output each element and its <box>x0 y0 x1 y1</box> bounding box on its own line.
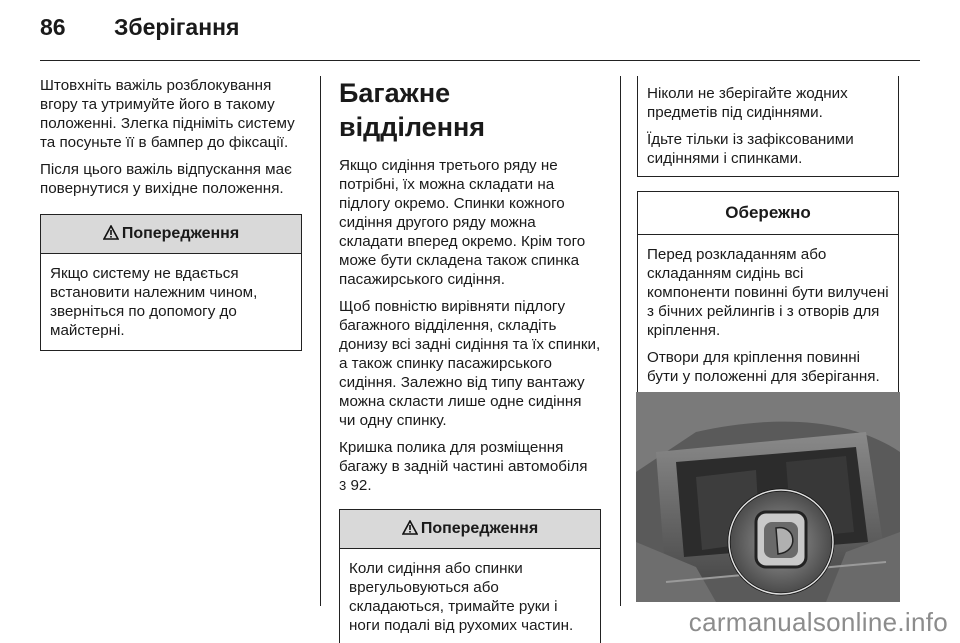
paragraph: Штовхніть важіль розблокування вгору та утримуйте його в такому положенні. Злегка підніміть систему та посуньте її в бампер до фіксації. <box>40 77 295 151</box>
warning-body <box>340 549 600 643</box>
page-number: 86 <box>40 14 66 40</box>
section-title: Зберігання <box>114 14 240 40</box>
caution-box <box>637 191 899 395</box>
warning-text: Їдьте тільки із зафіксованими сидіннями і спинками. <box>647 131 854 167</box>
watermark: carmanualsonline.info <box>688 607 948 637</box>
warning-box <box>339 509 601 643</box>
caution-text: Отвори для кріплення повинні бути у положенні для зберігання. <box>647 349 880 385</box>
warning-text: Якщо систему не вдається встановити належним чином, зверніться по допомогу до майстерні. <box>50 265 258 339</box>
warning-icon <box>103 225 119 240</box>
warning-icon <box>402 520 418 535</box>
crossref-page: 92. <box>350 477 372 494</box>
crossref-link[interactable] <box>339 477 372 494</box>
warning-text: Коли сидіння або спинки врегульовуються або складаються, тримайте руки і ноги подалі від рухомих частин. <box>349 560 574 634</box>
trunk-illustration <box>636 392 900 602</box>
crossref-text: Кришка полика для розміщення багажу в задній частині автомобіля <box>339 439 588 475</box>
column-divider <box>620 76 621 606</box>
paragraph <box>339 438 601 495</box>
warning-text: Ніколи не зберігайте жодних предметів під сидіннями. <box>647 85 848 121</box>
warning-title: Попередження <box>420 520 539 537</box>
page-title: Багажне відділення <box>339 78 486 142</box>
caution-text: Перед розкладанням або складанням сидінь всі компоненти повинні бути вилучені з бічних рейлингів і з отворів для кріплення. <box>647 246 889 339</box>
crossref-arrow-icon: 3 <box>339 478 347 493</box>
column-1 <box>40 76 302 351</box>
trunk-photo <box>636 392 900 602</box>
warning-continued-box <box>637 76 899 177</box>
page-header <box>40 14 239 41</box>
caution-title: Обережно <box>638 192 898 235</box>
paragraph: Щоб повністю вирівняти підлогу багажного відділення, складіть донизу всі задні сидіння та їх спинки, а також спинку пасажирського сидіння. Залежно від типу вантажу можна скласти лише одне сидіння чи одну спинку. <box>339 298 601 429</box>
warning-body <box>41 254 301 350</box>
warning-header <box>41 215 301 254</box>
paragraph: Після цього важіль відпускання має повернутися у вихідне положення. <box>40 161 292 197</box>
caution-body <box>638 235 898 394</box>
column-2 <box>339 76 601 643</box>
paragraph: Якщо сидіння третього ряду не потрібні, їх можна складати на підлогу окремо. Спинки кожного сидіння другого ряду можна складати вперед окремо. Крім того може бути складена також спинка пасажирського сидіння. <box>339 157 586 288</box>
warning-title: Попередження <box>121 225 240 242</box>
warning-box <box>40 214 302 351</box>
warning-header <box>340 510 600 549</box>
column-3 <box>637 76 899 395</box>
warning-body <box>638 76 898 176</box>
header-rule <box>40 60 920 61</box>
column-divider <box>320 76 321 606</box>
